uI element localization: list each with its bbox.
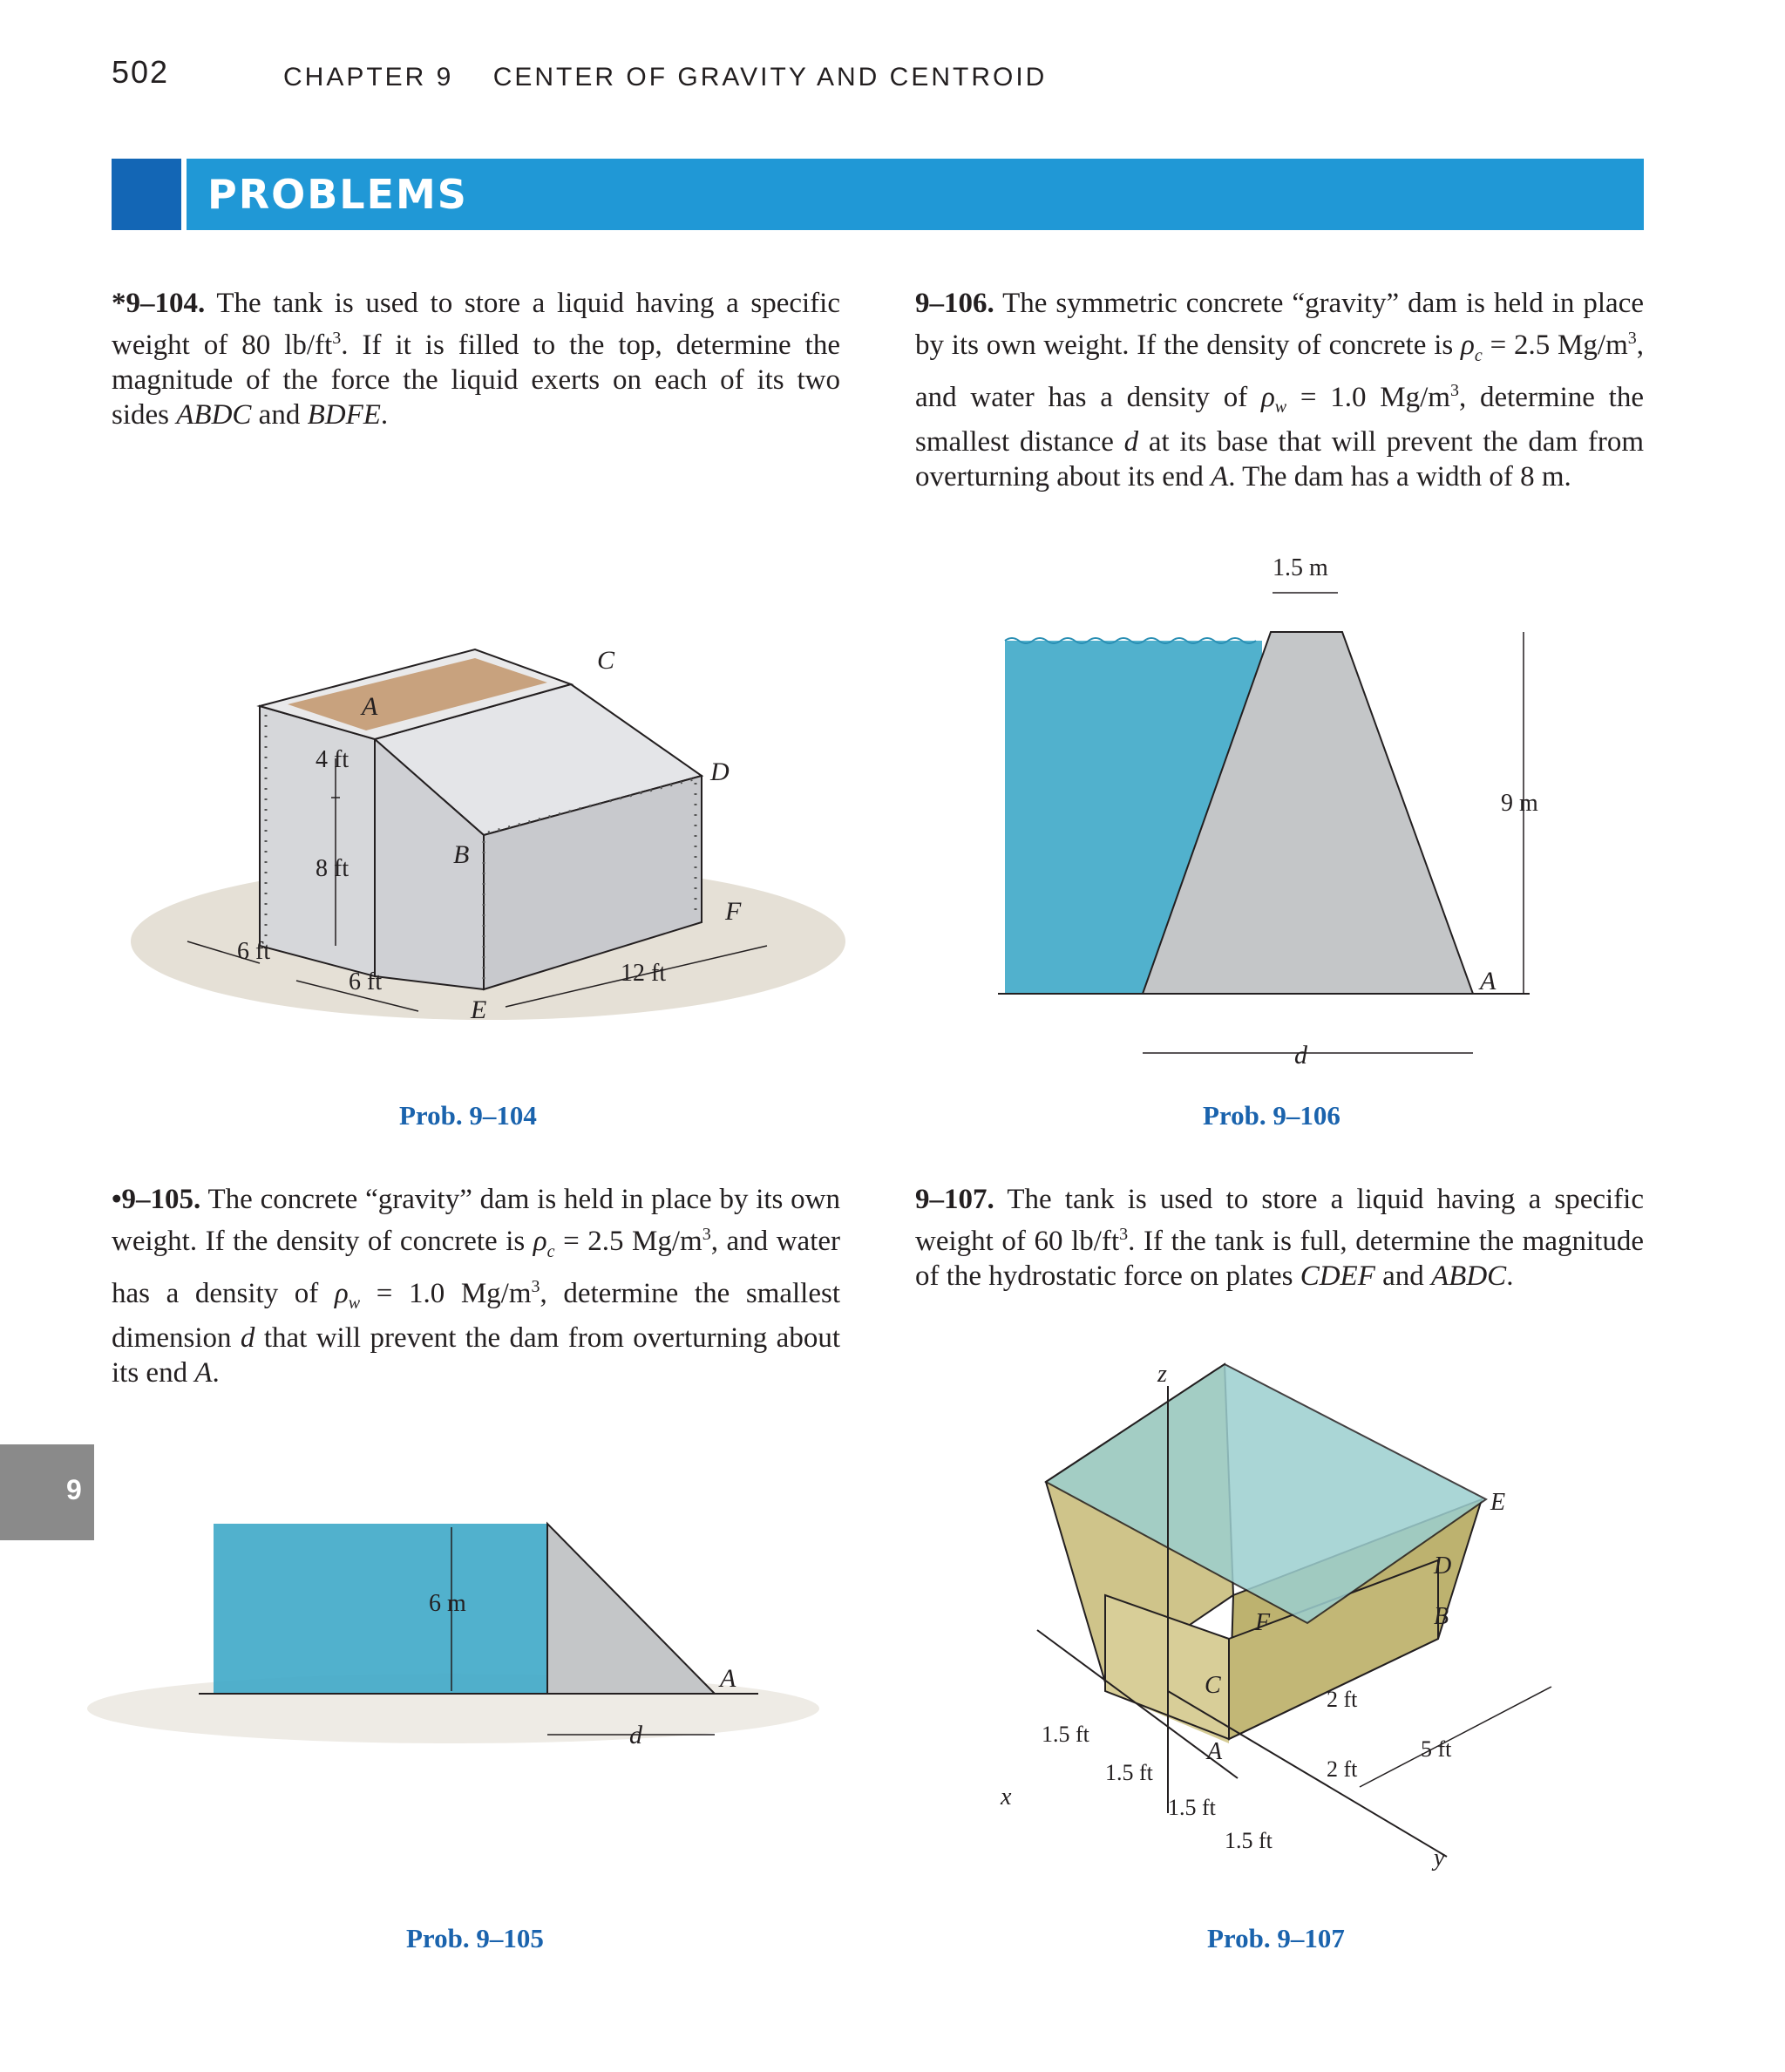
side-label: ABDC (176, 399, 252, 431)
dim-height-label: 9 m (1501, 790, 1538, 817)
label-D: D (710, 757, 730, 786)
rho-symbol: ρ (533, 1226, 547, 1257)
problem-text: , and water has a density of (112, 1226, 840, 1309)
superscript: 3 (332, 329, 342, 348)
dim-1.5ft-c: 1.5 ft (1168, 1795, 1216, 1820)
subscript: c (546, 1241, 555, 1261)
label-z: z (1157, 1361, 1167, 1388)
label-d: d (629, 1721, 642, 1749)
problem-text: . (212, 1357, 220, 1389)
label-A: A (1207, 1738, 1223, 1765)
problem-text: that will prevent the dam from overturning about its end (112, 1322, 840, 1389)
problem-number: •9–105. (112, 1184, 201, 1215)
label-C: C (1205, 1672, 1221, 1699)
caption-9-104: Prob. 9–104 (399, 1100, 537, 1131)
variable: A (1211, 461, 1229, 493)
variable: d (240, 1322, 255, 1355)
density-value: = 2.5 Mg/m (1482, 329, 1628, 361)
label-F: F (1255, 1609, 1271, 1636)
variable: d (1123, 426, 1139, 459)
superscript: 3 (1627, 329, 1637, 348)
dim-12ft: 12 ft (621, 960, 667, 987)
chapter-label: CHAPTER 9 (283, 63, 454, 92)
problem-number: 9–106. (915, 288, 994, 319)
superscript: 3 (531, 1276, 540, 1296)
density-value: = 2.5 Mg/m (554, 1226, 702, 1257)
subscript: w (1274, 397, 1287, 418)
label-D: D (1434, 1552, 1452, 1579)
plate-label: CDEF (1300, 1260, 1375, 1292)
problem-text: . The dam has a width of 8 m. (1228, 461, 1571, 493)
dim-2ft-a: 2 ft (1327, 1687, 1358, 1712)
label-A: A (720, 1664, 736, 1693)
label-y: y (1434, 1844, 1445, 1872)
variable: A (194, 1357, 213, 1389)
plate-label: ABDC (1431, 1260, 1507, 1292)
label-C: C (597, 646, 615, 675)
caption-9-106: Prob. 9–106 (1203, 1100, 1340, 1131)
label-d: d (1294, 1041, 1307, 1070)
problem-text: The tank is used to store a liquid having a specific weight of 60 lb/ft (915, 1184, 1644, 1257)
caption-9-105: Prob. 9–105 (406, 1923, 544, 1953)
label-B: B (453, 840, 470, 869)
dim-1.5ft-d: 1.5 ft (1225, 1828, 1273, 1853)
problem-text: , determine the smallest distance (915, 381, 1644, 459)
density-value: = 1.0 Mg/m (1286, 381, 1450, 413)
side-label: BDFE (307, 399, 381, 431)
dim-1.5ft-b: 1.5 ft (1105, 1760, 1153, 1785)
dim-4ft: 4 ft (316, 746, 350, 773)
superscript: 3 (1449, 380, 1459, 400)
label-E: E (471, 995, 487, 1024)
problem-text: The concrete “gravity” dam is held in place by its own weight. If the density of concrete is (112, 1184, 841, 1257)
section-title: PROBLEMS (207, 171, 468, 218)
rho-symbol: ρ (334, 1277, 349, 1309)
problem-text: and (251, 399, 308, 431)
subscript: c (1474, 345, 1483, 365)
subscript: w (348, 1294, 361, 1314)
label-x: x (1001, 1783, 1012, 1810)
problem-text: . (380, 399, 389, 431)
problem-text: . If the tank is full, determine the magnitude of the hydrostatic force on plates (915, 1226, 1644, 1292)
dim-height-label: 6 m (429, 1590, 466, 1617)
problem-text: at its base that will prevent the dam from overturning about its end (915, 426, 1644, 493)
caption-9-107: Prob. 9–107 (1207, 1923, 1345, 1953)
chapter-title: CENTER OF GRAVITY AND CENTROID (492, 63, 1048, 92)
label-A: A (1480, 967, 1497, 995)
dim-5ft: 5 ft (1421, 1736, 1452, 1762)
label-A: A (362, 692, 378, 721)
superscript: 3 (1119, 1225, 1129, 1244)
dim-width (1360, 1687, 1551, 1787)
dim-1.5ft-a: 1.5 ft (1042, 1722, 1089, 1747)
problem-text: The symmetric concrete “gravity” dam is held in place by its own weight. If the density of concrete is (915, 288, 1644, 361)
label-E: E (1490, 1489, 1506, 1516)
superscript: 3 (702, 1225, 711, 1244)
density-value: = 1.0 Mg/m (360, 1277, 532, 1309)
problem-number: 9–107. (915, 1184, 994, 1215)
dim-6ft-b: 6 ft (349, 968, 383, 995)
label-B: B (1434, 1603, 1449, 1630)
y-axis (1168, 1691, 1447, 1857)
problem-text: and (1374, 1260, 1432, 1292)
rho-symbol: ρ (1461, 329, 1475, 361)
problem-text: , determine the smallest dimension (112, 1277, 841, 1355)
problem-number: *9–104. (112, 288, 206, 319)
side-tab-number: 9 (66, 1474, 82, 1505)
dim-8ft: 8 ft (316, 855, 350, 882)
rho-symbol: ρ (1260, 381, 1275, 413)
dim-6ft-a: 6 ft (237, 938, 271, 965)
problem-text: . If it is filled to the top, determine the magnitude of the force the liquid exerts on each of its two sides (112, 329, 840, 431)
problem-text: . (1506, 1260, 1514, 1292)
problem-text: , and water has a density of (915, 329, 1644, 413)
dim-2ft-b: 2 ft (1327, 1756, 1358, 1782)
problem-text: The tank is used to store a liquid having a specific weight of 80 lb/ft (112, 288, 840, 361)
label-F: F (725, 897, 742, 926)
dim-top-label: 1.5 m (1273, 554, 1328, 581)
page-number: 502 (112, 54, 170, 90)
